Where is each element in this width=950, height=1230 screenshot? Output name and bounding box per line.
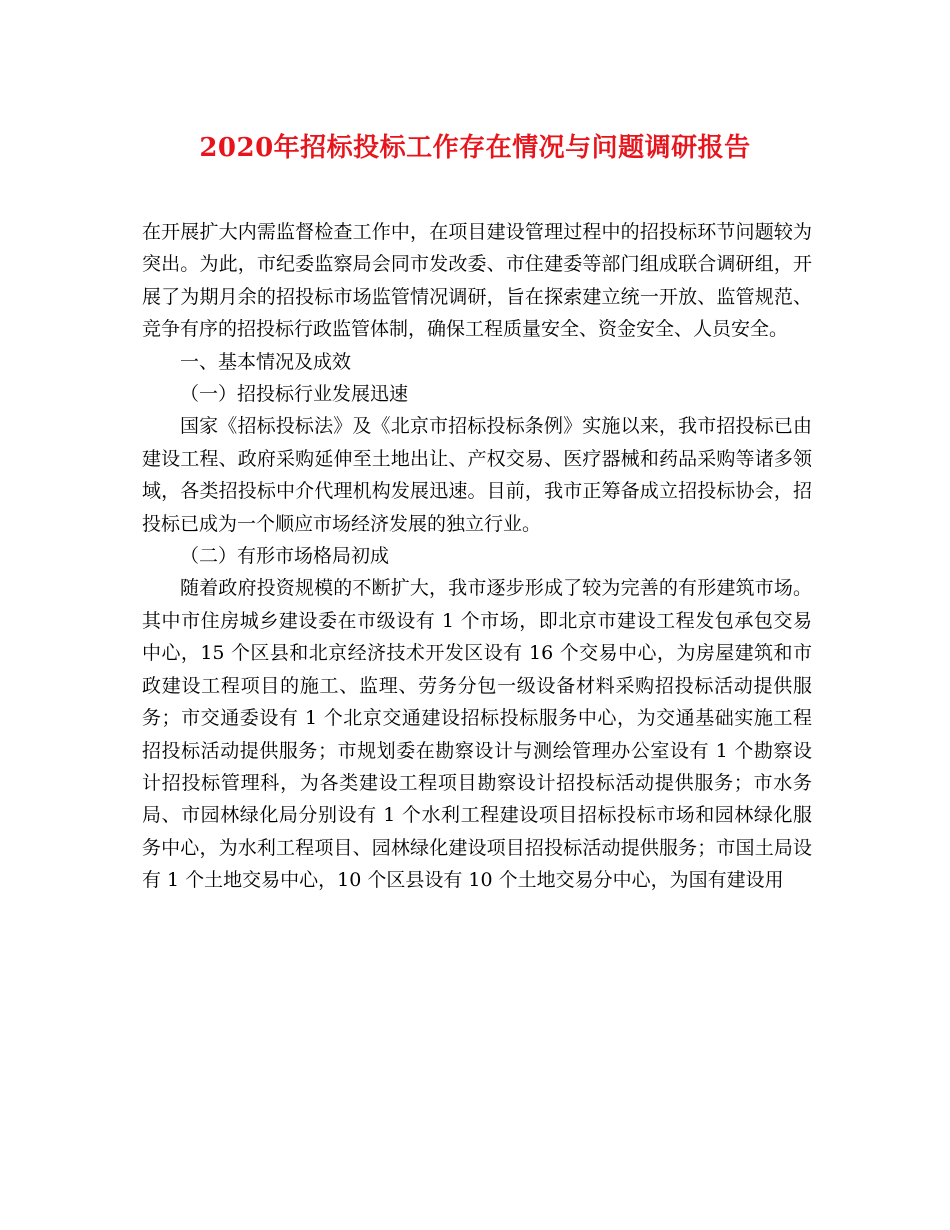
paragraph: 随着政府投资规模的不断扩大，我市逐步形成了较为完善的有形建筑市场。其中市住房城乡建设委在市级设有 1 个市场，即北京市建设工程发包承包交易中心，15 个区县和北京经济技术开发区设有 16 个交易中心，为房屋建筑和市政建设工程项目的施工、监理、劳务分包一级设备材料采购招投标活动提供服务；市交通委设有 1 个北京交通建设招标投标服务中心，为交通基础实施工程招投标活动提供服务；市规划委在勘察设计与测绘管理办公室设有 1 个勘察设计招投标管理科，为各类建设工程项目勘察设计招投标活动提供服务；市水务局、市园林绿化局分别设有 1 个水利工程建设项目招标投标市场和园林绿化服务中心，为水利工程项目、园林绿化建设项目招投标活动提供服务；市国土局设有 1 个土地交易中心，10 个区县设有 10 个土地交易分中心，为国有建设用: [142, 577, 812, 892]
document-body: [142, 216, 812, 897]
paragraph: 在开展扩大内需监督检查工作中，在项目建设管理过程中的招投标环节问题较为突出。为此，市纪委监察局会同市发改委、市住建委等部门组成联合调研组，开展了为期月余的招投标市场监管情况调研，旨在探索建立统一开放、监管规范、竞争有序的招投标行政监管体制，确保工程质量安全、资金安全、人员安全。: [142, 221, 812, 341]
subsection-heading: （一）招投标行业发展迅速: [180, 383, 409, 406]
section-heading: 一、基本情况及成效: [180, 350, 352, 373]
paragraph: 国家《招标投标法》及《北京市招标投标条例》实施以来，我市招投标已由建设工程、政府采购延伸至土地出让、产权交易、医疗器械和药品采购等诸多领域，各类招投标中介代理机构发展迅速。目前，我市正筹备成立招投标协会，招投标已成为一个顺应市场经济发展的独立行业。: [142, 415, 812, 535]
document-title: 2020年招标投标工作存在情况与问题调研报告: [199, 133, 751, 163]
subsection-heading: （二）有形市场格局初成: [180, 545, 390, 568]
